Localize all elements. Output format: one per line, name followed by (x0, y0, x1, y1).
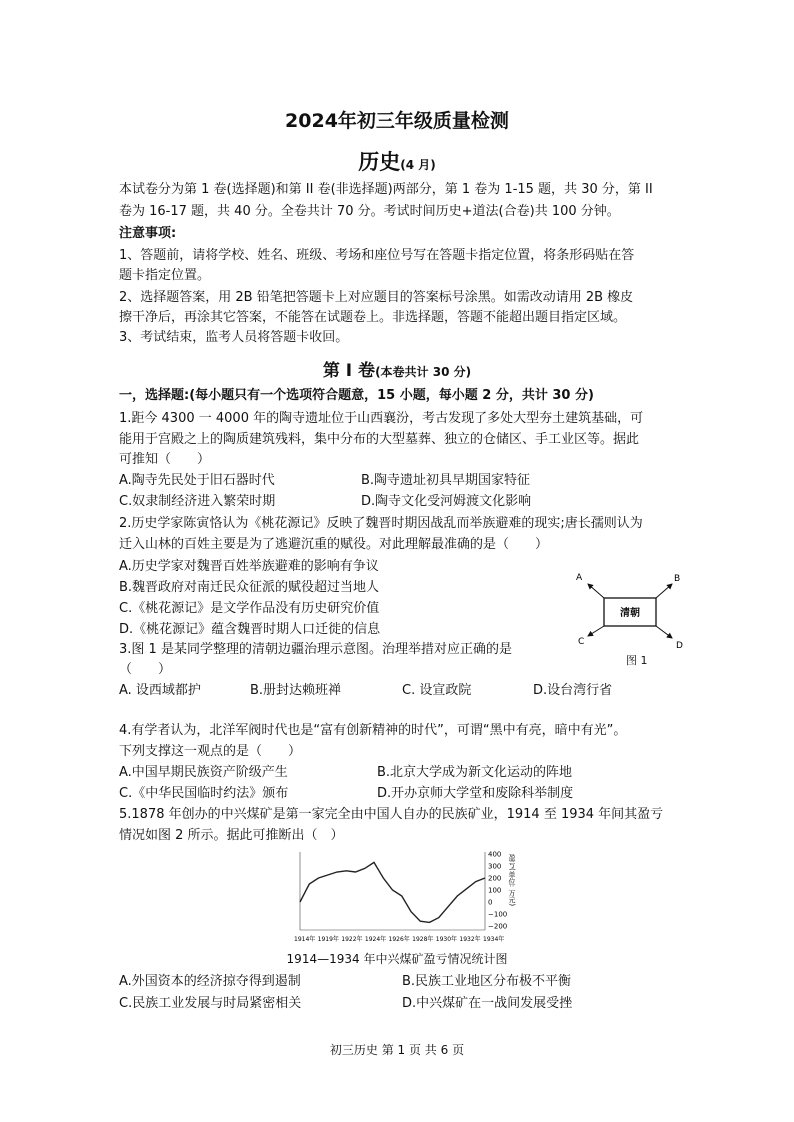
arrow-d (656, 626, 672, 638)
figure-1-label-b: B (674, 574, 681, 584)
q5-option-a: A.外国资本的经济掠夺得到遏制 (119, 974, 301, 989)
part1-heading: 一，选择题:(每小题只有一个选项符合题意，15 小题，每小题 2 分，共计 30 分) (119, 388, 594, 403)
y-tick-label: 400 (488, 850, 502, 859)
volume-note: (本卷共计 30 分) (375, 365, 472, 379)
q1-option-c: C.奴隶制经济进入繁荣时期 (119, 494, 276, 509)
q5-line-1: 5.1878 年创办的中兴煤矿是第一家完全由中国人自办的民族矿业，1914 至 1934 年间其盈亏 (119, 807, 664, 822)
note-1b: 题卡指定位置。 (119, 268, 211, 283)
intro-line-1: 本试卷分为第 1 卷(选择题)和第 II 卷(非选择题)两部分，第 1 卷为 1-15 题，共 30 分，第 II (119, 182, 653, 197)
x-tick-label: 1932年 (459, 936, 481, 943)
q1-option-d: D.陶寺文化受河姆渡文化影响 (361, 494, 532, 509)
q5-option-d: D.中兴煤矿在一战间发展受挫 (402, 996, 573, 1011)
y-tick-label: 300 (488, 862, 502, 871)
q1-option-b: B.陶寺遗址初具早期国家特征 (361, 473, 531, 488)
q3-option-c: C. 设宣政院 (402, 683, 472, 698)
x-tick-label: 1919年 (317, 936, 339, 943)
figure-1-caption: 图 1 (626, 654, 648, 667)
q4-option-c: C.《中华民国临时约法》颁布 (119, 786, 289, 801)
subject-note: (4 月) (400, 158, 436, 172)
page-footer: 初三历史 第 1 页 共 6 页 (329, 1043, 465, 1057)
intro-line-2: 卷为 16-17 题，共 40 分。全卷共计 70 分。考试时间历史+道法(合卷)共 100 分钟。 (119, 204, 620, 219)
figure-1-label-d: D (676, 641, 683, 651)
q2-option-b: B.魏晋政府对南迁民众征派的赋役超过当地人 (119, 580, 380, 595)
arrow-b (656, 584, 672, 598)
notes-heading: 注意事项: (119, 226, 177, 241)
q4-option-b: B.北京大学成为新文化运动的阵地 (377, 765, 573, 780)
q3-option-a: A. 设西域都护 (119, 683, 201, 698)
x-tick-label: 1930年 (435, 936, 458, 943)
q5-option-c: C.民族工业发展与时局紧密相关 (119, 996, 302, 1011)
q3-option-d: D.设台湾行省 (533, 683, 613, 698)
q4-option-d: D.开办京师大学堂和废除科举制度 (377, 786, 574, 801)
q2-option-d: D.《桃花源记》蕴含魏晋时期人口迁徙的信息 (119, 622, 381, 637)
volume-heading (0, 356, 794, 381)
x-tick-label: 1928年 (412, 936, 434, 943)
y-tick-label: 100 (488, 886, 502, 895)
arrow-c (588, 626, 604, 636)
arrow-a (588, 584, 604, 598)
q3-option-b: B.册封达赖班禅 (250, 683, 342, 698)
subject-title (0, 146, 794, 176)
q4-option-a: A.中国早期民族资产阶级产生 (119, 765, 288, 780)
q1-option-a: A.陶寺先民处于旧石器时代 (119, 473, 275, 488)
x-tick-label: 1934年 (483, 936, 505, 943)
figure-1-center-label: 清朝 (620, 608, 640, 619)
chart-ylabel: 盈亏(单位: 万元) (508, 854, 516, 907)
q3-line-2: （ ） (119, 662, 172, 677)
subject-name: 历史 (358, 150, 401, 174)
figure-1-label-a: A (576, 573, 583, 583)
q1-line-3: 可推知（ ） (119, 452, 211, 467)
note-3: 3、考试结束，监考人员将答题卡收回。 (119, 330, 349, 345)
x-tick-label: 1914年 (294, 936, 316, 943)
profit-loss-chart (280, 846, 530, 946)
q2-option-c: C.《桃花源记》是文学作品没有历史研究价值 (119, 601, 380, 616)
exam-title: 2024年初三年级质量检测 (285, 110, 509, 132)
y-tick-label: −100 (488, 910, 508, 919)
note-1a: 1、答题前，请将学校、姓名、班级、考场和座位号写在答题卡指定位置，将条形码贴在答 (119, 248, 635, 263)
x-tick-label: 1924年 (364, 936, 387, 943)
q2-line-1: 2.历史学家陈寅恪认为《桃花源记》反映了魏晋时期因战乱而举族避难的现实;唐长孺则认为 (119, 516, 643, 531)
chart-title: 1914—1934 年中兴煤矿盈亏情况统计图 (286, 952, 508, 966)
figure-1-label-c: C (578, 637, 585, 647)
q3-line-1: 3.图 1 是某同学整理的清朝边疆治理示意图。治理举措对应正确的是 (119, 642, 512, 657)
note-2a: 2、选择题答案，用 2B 铅笔把答题卡上对应题目的答案标号涂黑。如需改动请用 2B 橡皮 (119, 290, 634, 305)
q1-line-1: 1.距今 4300 一 4000 年的陶寺遗址位于山西襄汾，考古发现了多处大型夯土建筑基础，可 (119, 411, 644, 426)
volume-title: 第 I 卷 (322, 361, 376, 381)
q5-option-b: B.民族工业地区分布极不平衡 (402, 974, 572, 989)
y-tick-label: 200 (488, 874, 502, 883)
y-tick-label: −200 (488, 922, 508, 931)
note-2b: 擦干净后，再涂其它答案，不能答在试题卷上。非选择题，答题不能超出题目指定区域。 (119, 310, 627, 325)
x-tick-label: 1926年 (388, 936, 410, 943)
q4-line-2: 下列支撑这一观点的是（ ） (119, 744, 302, 759)
q1-line-2: 能用于宫殿之上的陶质建筑残料，集中分布的大型墓葬、独立的仓储区、手工业区等。据此 (119, 432, 640, 447)
q2-option-a: A.历史学家对魏晋百姓举族避难的影响有争议 (119, 559, 379, 574)
q2-line-2: 迁入山林的百姓主要是为了逃避沉重的赋役。对此理解最准确的是（ ） (119, 537, 549, 552)
q4-line-1: 4.有学者认为，北洋军阀时代也是“富有创新精神的时代”，可谓“黑中有亮，暗中有光”。 (119, 723, 627, 738)
series-line (300, 862, 485, 922)
x-tick-label: 1922年 (341, 936, 363, 943)
q5-line-2: 情况如图 2 所示。据此可推断出（ ） (119, 828, 344, 843)
y-tick-label: 0 (488, 898, 493, 907)
